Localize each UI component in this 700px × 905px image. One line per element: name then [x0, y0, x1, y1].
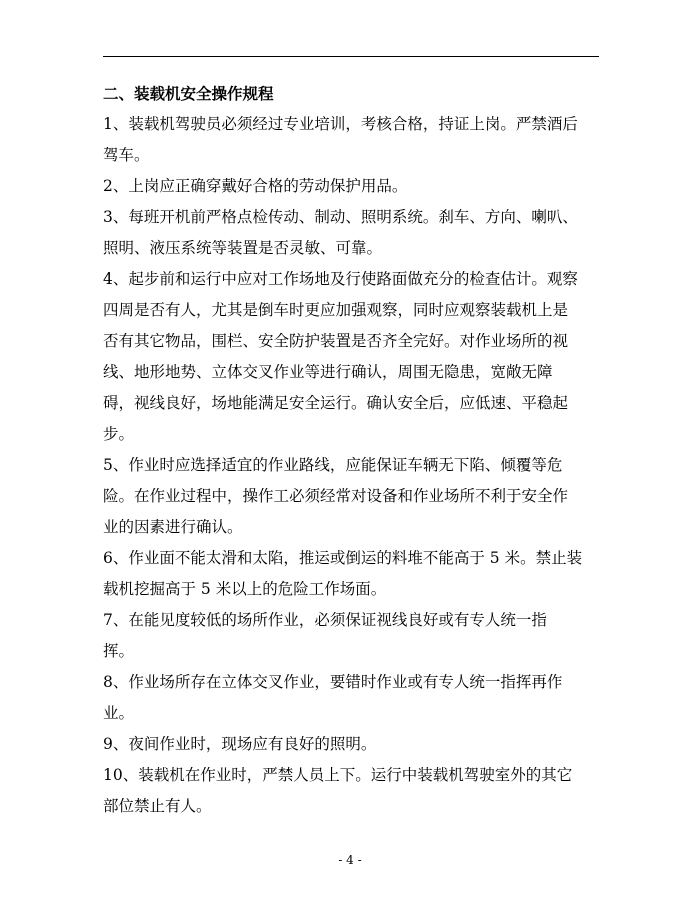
regulation-line: 险。在作业过程中，操作工必须经常对设备和作业场所不利于安全作 [103, 487, 569, 505]
regulation-item [103, 760, 603, 822]
regulation-line: 否有其它物品，围栏、安全防护装置是否齐全完好。对作业场所的视 [103, 332, 569, 350]
regulation-line: 挥。 [103, 642, 135, 660]
regulation-item [103, 171, 603, 202]
header-rule [103, 56, 599, 57]
regulation-line: 业的因素进行确认。 [103, 518, 243, 536]
regulation-line: 6、作业面不能太滑和太陷，推运或倒运的料堆不能高于 5 米。禁止装 [103, 549, 583, 567]
regulation-line: 8、作业场所存在立体交叉作业，要错时作业或有专人统一指挥再作 [103, 673, 563, 691]
regulation-line: 4、起步前和运行中应对工作场地及行使路面做充分的检查估计。观察 [103, 270, 578, 288]
regulation-line: 7、在能见度较低的场所作业，必须保证视线良好或有专人统一指 [103, 611, 547, 629]
regulation-line: 2、上岗应正确穿戴好合格的劳动保护用品。 [103, 177, 408, 195]
regulation-item [103, 202, 603, 264]
regulation-line: 业。 [103, 704, 135, 722]
regulation-line: 1、装载机驾驶员必须经过专业培训，考核合格，持证上岗。严禁酒后 [103, 115, 578, 133]
regulation-line: 载机挖掘高于 5 米以上的危险工作场面。 [103, 580, 387, 598]
regulation-list [103, 109, 603, 822]
regulation-line: 驾车。 [103, 146, 150, 164]
regulation-line: 线、地形地势、立体交叉作业等进行确认，周围无隐患，宽敞无障 [103, 363, 553, 381]
regulation-line: 碍，视线良好，场地能满足安全运行。确认安全后，应低速、平稳起 [103, 394, 569, 412]
regulation-line: 9、夜间作业时，现场应有良好的照明。 [103, 735, 377, 753]
regulation-item [103, 264, 603, 450]
document-body [103, 79, 603, 822]
regulation-item [103, 543, 603, 605]
regulation-line: 部位禁止有人。 [103, 797, 212, 815]
regulation-item [103, 605, 603, 667]
regulation-item [103, 667, 603, 729]
page-number: - 4 - [338, 853, 362, 867]
regulation-item [103, 450, 603, 543]
regulation-line: 四周是否有人，尤其是倒车时更应加强观察，同时应观察装载机上是 [103, 301, 569, 319]
section-title: 二、装载机安全操作规程 [103, 84, 274, 103]
regulation-item [103, 729, 603, 760]
regulation-item [103, 109, 603, 171]
regulation-line: 5、作业时应选择适宜的作业路线，应能保证车辆无下陷、倾覆等危 [103, 456, 563, 474]
regulation-line: 步。 [103, 425, 135, 443]
regulation-line: 照明、液压系统等装置是否灵敏、可靠。 [103, 239, 383, 257]
regulation-line: 3、每班开机前严格点检传动、制动、照明系统。刹车、方向、喇叭、 [103, 208, 578, 226]
regulation-line: 10、装载机在作业时，严禁人员上下。运行中装载机驾驶室外的其它 [103, 766, 573, 784]
